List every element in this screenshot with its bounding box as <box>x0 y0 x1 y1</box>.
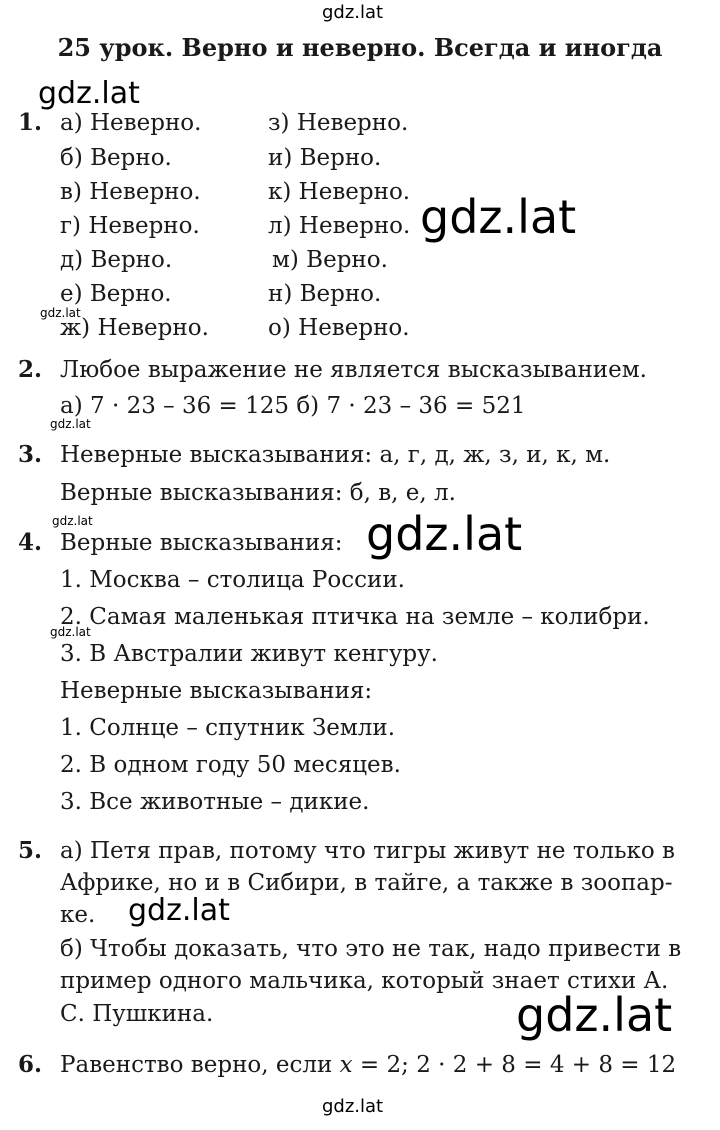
statement-item: 2. Самая маленькая птичка на земле – колибри. <box>60 604 650 630</box>
answer-item: д) Верно. <box>60 247 173 273</box>
task5-line: ке. <box>60 902 96 928</box>
answer-item: к) Неверно. <box>268 179 411 205</box>
answer-item: ж) Неверно. <box>60 315 209 341</box>
task5-line: б) Чтобы доказать, что это не так, надо привести в <box>60 936 682 962</box>
task4-false-heading: Неверные высказывания: <box>60 678 373 704</box>
answer-item: в) Неверно. <box>60 179 201 205</box>
answer-item: б) Верно. <box>60 145 172 171</box>
task3-true-statements: Верные высказывания: б, в, е, л. <box>60 480 456 506</box>
watermark: gdz.lat <box>420 190 577 244</box>
statement-item: 1. Солнце – спутник Земли. <box>60 715 396 741</box>
page-title: 25 урок. Верно и неверно. Всегда и иногда <box>57 33 663 62</box>
task5-line: Африке, но и в Сибири, в тайге, а также в зоопар- <box>60 870 673 896</box>
watermark: gdz.lat <box>50 625 91 639</box>
statement-item: 3. В Австралии живут кенгуру. <box>60 641 438 667</box>
task-number: 6. <box>18 1051 43 1078</box>
task5-line: пример одного мальчика, который знает стихи А. <box>60 968 669 994</box>
statement-item: 3. Все животные – дикие. <box>60 789 370 815</box>
watermark: gdz.lat <box>38 76 140 111</box>
watermark: gdz.lat <box>50 417 91 431</box>
watermark: gdz.lat <box>40 306 81 320</box>
task3-false-statements: Неверные высказывания: а, г, д, ж, з, и, к, м. <box>60 442 611 468</box>
task-number: 2. <box>18 356 43 383</box>
statement-item: 2. В одном году 50 месяцев. <box>60 752 401 778</box>
task-number: 3. <box>18 441 43 468</box>
watermark: gdz.lat <box>366 507 523 561</box>
task6-suffix: = 2; 2 · 2 + 8 = 4 + 8 = 12 <box>352 1052 677 1078</box>
statement-item: 1. Москва – столица России. <box>60 567 405 593</box>
answer-item: е) Верно. <box>60 281 172 307</box>
watermark: gdz.lat <box>516 988 673 1042</box>
answer-item: л) Неверно. <box>268 213 411 239</box>
answer-item: н) Верно. <box>268 281 382 307</box>
answer-item: м) Верно. <box>272 247 388 273</box>
task5-line: а) Петя прав, потому что тигры живут не только в <box>60 838 676 864</box>
answer-item: о) Неверно. <box>268 315 410 341</box>
answer-item: з) Неверно. <box>268 110 409 136</box>
task-number: 4. <box>18 529 43 556</box>
task5-line: С. Пушкина. <box>60 1001 214 1027</box>
answer-item: а) Неверно. <box>60 110 202 136</box>
answer-item: г) Неверно. <box>60 213 200 239</box>
task2-text: Любое выражение не является высказыванием. <box>60 357 647 383</box>
watermark-bottom: gdz.lat <box>322 1096 384 1117</box>
answer-item: и) Верно. <box>268 145 382 171</box>
watermark: gdz.lat <box>128 893 230 928</box>
task2-expressions: а) 7 · 23 – 36 = 125 б) 7 · 23 – 36 = 521 <box>60 393 526 419</box>
task6-equation <box>60 1050 676 1080</box>
watermark: gdz.lat <box>52 514 93 528</box>
watermark-top: gdz.lat <box>322 2 384 23</box>
variable-x: x <box>339 1052 353 1078</box>
task4-true-heading: Верные высказывания: <box>60 530 343 556</box>
task-number: 1. <box>18 109 43 136</box>
task6-prefix: Равенство верно, если <box>60 1052 340 1078</box>
task-number: 5. <box>18 837 43 864</box>
